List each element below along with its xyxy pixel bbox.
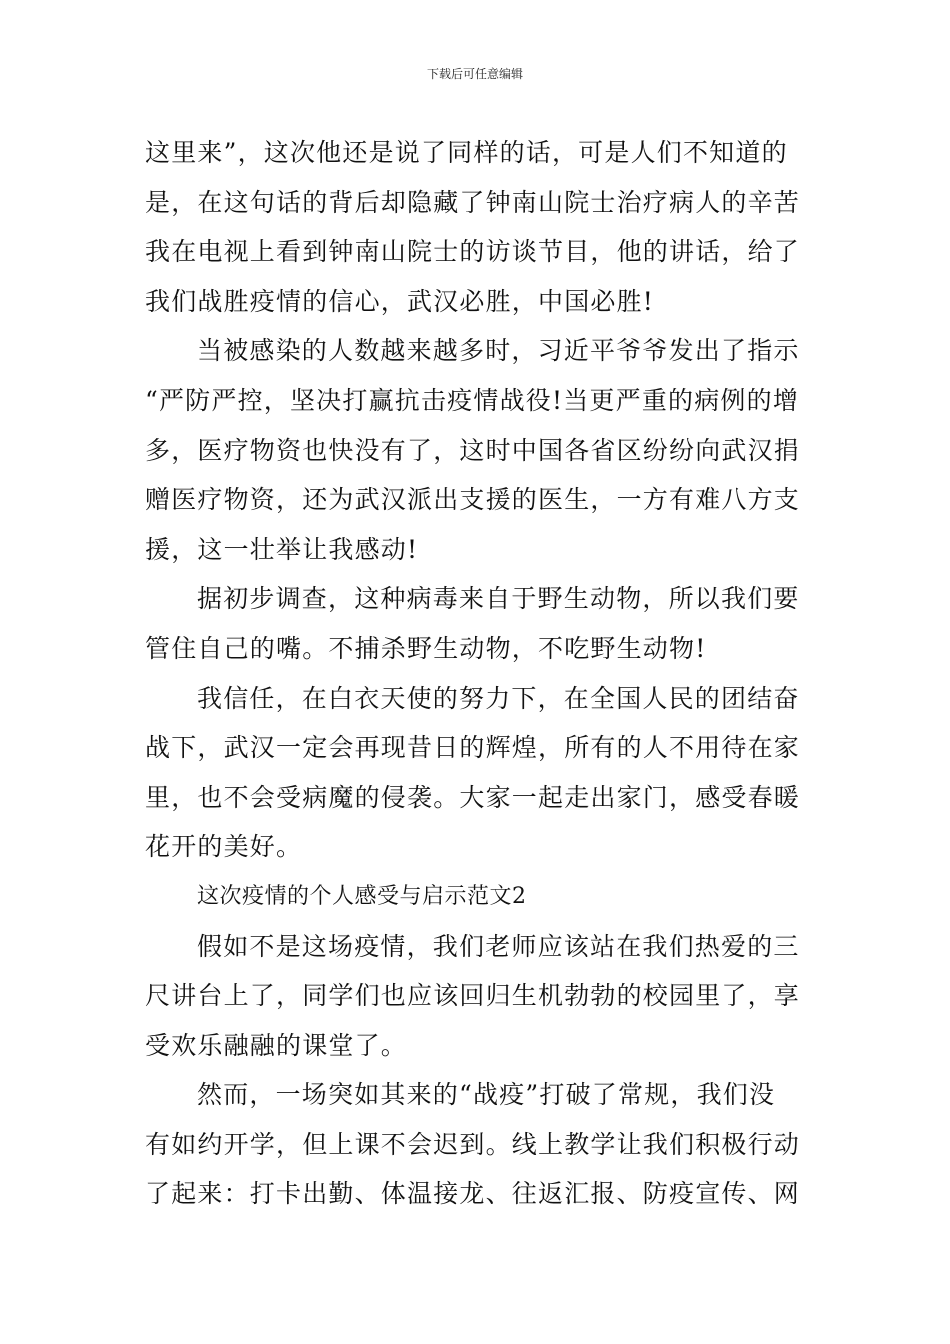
text-line: 战下，武汉一定会再现昔日的辉煌，所有的人不用待在家	[145, 733, 801, 763]
text-line: 花开的美好。	[145, 832, 303, 862]
text-line: 受欢乐融融的课堂了。	[145, 1030, 408, 1060]
text-line: 我信任，在白衣天使的努力下，在全国人民的团结奋	[197, 683, 800, 713]
text-line: 多，医疗物资也快没有了，这时中国各省区纷纷向武汉捐	[145, 435, 801, 465]
document-body	[145, 128, 815, 1219]
section-heading: 这次疫情的个人感受与启示范文2	[197, 883, 527, 909]
text-line: 了起来：打卡出勤、体温接龙、往返汇报、防疫宣传、网	[145, 1179, 801, 1209]
text-line: 有如约开学，但上课不会迟到。线上教学让我们积极行动	[145, 1129, 801, 1159]
text-line: 赠医疗物资，还为武汉派出支援的医生，一方有难八方支	[145, 485, 801, 515]
text-line: 据初步调查，这种病毒来自于野生动物，所以我们要	[197, 584, 800, 614]
text-line: 管住自己的嘴。不捕杀野生动物，不吃野生动物!	[145, 633, 707, 663]
text-line: 里，也不会受病魔的侵袭。大家一起走出家门，感受春暖	[145, 782, 801, 812]
page-header: 下载后可任意编辑	[426, 67, 523, 81]
text-line: 我们战胜疫情的信心，武汉必胜，中国必胜!	[145, 286, 655, 316]
text-line: 是，在这句话的背后却隐藏了钟南山院士治疗病人的辛苦	[145, 187, 801, 217]
text-line: 我在电视上看到钟南山院士的访谈节目，他的讲话，给了	[145, 237, 801, 267]
text-line: 尺讲台上了，同学们也应该回归生机勃勃的校园里了，享	[145, 981, 801, 1011]
text-line: “严防严控，坚决打赢抗击疫情战役!当更严重的病例的增	[145, 385, 800, 415]
text-line: 然而，一场突如其来的“战疫”打破了常规，我们没	[197, 1080, 776, 1110]
text-line: 援，这一壮举让我感动!	[145, 534, 419, 564]
text-line: 当被感染的人数越来越多时，习近平爷爷发出了指示	[197, 336, 800, 366]
text-line: 这里来”，这次他还是说了同样的话，可是人们不知道的	[145, 138, 788, 167]
text-line: 假如不是这场疫情，我们老师应该站在我们热爱的三	[197, 931, 800, 961]
